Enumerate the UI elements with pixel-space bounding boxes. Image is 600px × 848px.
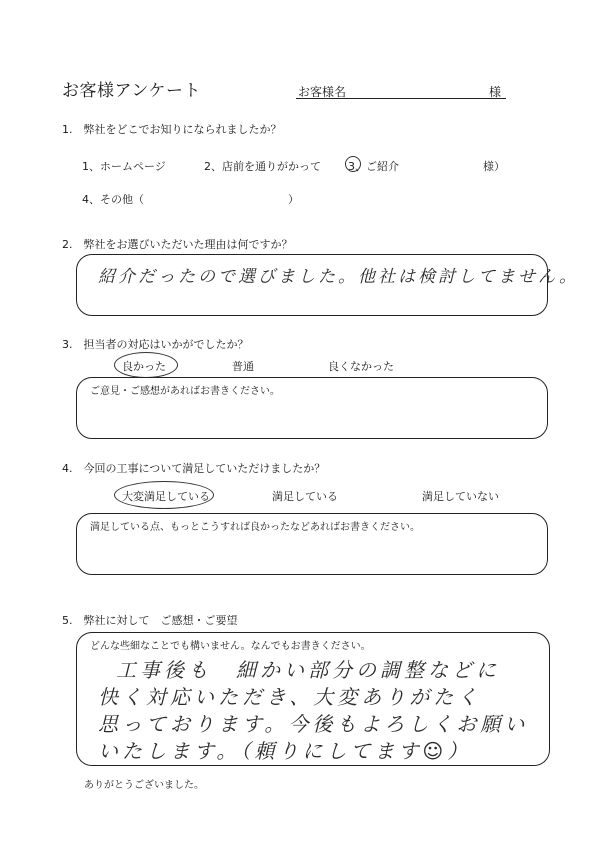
q1-option-referral[interactable]: 3、ご紹介 [348, 160, 399, 173]
customer-name-label: お客様名 [298, 85, 347, 99]
q3-option-good[interactable]: 良かった [122, 360, 166, 373]
q1-question: 1. 弊社をどこでお知りになられましたか？ [62, 123, 282, 136]
q2-handwritten-answer: 紹介だったので選びました。他社は検討してません。 [98, 267, 580, 287]
q4-option-satisfied[interactable]: 満足している [272, 490, 338, 503]
q1-option-other[interactable]: 4、その他（ [82, 193, 144, 206]
q4-comment-prompt: 満足している点、もっとこうすれば良かったなどあればお書きください。 [90, 522, 420, 533]
thank-you-text: ありがとうございました。 [84, 780, 204, 791]
q1-option-other-close: ） [288, 193, 299, 206]
q4-option-not-satisfied[interactable]: 満足していない [422, 490, 499, 503]
q5-handwritten-line-4: いたします。（頼りにしてます☺） [98, 739, 472, 763]
customer-name-suffix: 様 [489, 85, 502, 99]
q1-option-homepage[interactable]: 1、ホームページ [82, 160, 166, 173]
q3-option-bad[interactable]: 良くなかった [328, 360, 394, 373]
q2-question: 2. 弊社をお選びいただいた理由は何ですか？ [62, 238, 293, 251]
q4-question: 4. 今回の工事について満足していただけましたか？ [62, 462, 326, 475]
q5-handwritten-line-2: 快く対応いただき、大変ありがたく [98, 685, 482, 709]
customer-name-field[interactable] [296, 98, 506, 99]
q3-comment-prompt: ご意見・ご感想があればお書きください。 [90, 386, 280, 397]
q5-handwritten-line-3: 思っております。今後もよろしくお願い [98, 712, 529, 736]
survey-title: お客様アンケート [62, 81, 201, 101]
q5-question: 5. 弊社に対して ご感想・ご要望 [62, 614, 238, 627]
q3-question: 3. 担当者の対応はいかがでしたか？ [62, 338, 249, 351]
q5-comment-prompt: どんな些細なことでも構いません。なんでもお書きください。 [90, 641, 371, 652]
q4-option-very-satisfied[interactable]: 大変満足している [122, 490, 210, 503]
q1-option-storefront[interactable]: 2、店前を通りがかって [204, 160, 321, 173]
q5-handwritten-line-1: 工事後も 細かい部分の調整などに [116, 658, 500, 682]
q3-option-average[interactable]: 普通 [232, 360, 254, 373]
q1-option-referral-close: 様） [483, 160, 505, 173]
